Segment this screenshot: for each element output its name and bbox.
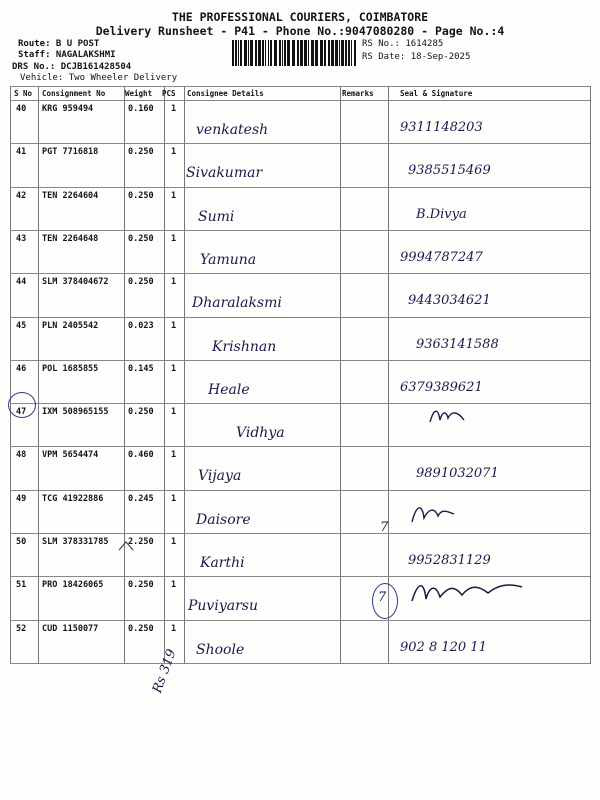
company-name: THE PROFESSIONAL COURIERS, COIMBATORE — [171, 10, 429, 24]
cell-pcs: 1 — [171, 407, 177, 418]
consignee-handwritten-name: Shoole — [196, 641, 245, 658]
cell-cno: TCG 41922886 — [42, 493, 104, 504]
consignee-handwritten-name: Dharalaksmi — [192, 295, 282, 312]
barcode-bar — [279, 40, 281, 66]
row-49-signature-scribble — [408, 500, 458, 528]
barcode-bar — [354, 40, 356, 66]
route-label: Route: B U POST — [18, 39, 100, 49]
table-column-line — [10, 86, 11, 664]
cell-weight: 0.245 — [128, 493, 154, 504]
barcode-bar — [268, 40, 269, 66]
row-47-circle-mark — [8, 392, 36, 418]
cell-pcs: 1 — [171, 580, 177, 591]
barcode-bar — [284, 40, 286, 66]
cell-sno: 48 — [16, 450, 27, 461]
col-header-pcs: PCS — [162, 89, 176, 98]
barcode-bar — [328, 40, 330, 66]
barcode-bar — [240, 40, 242, 66]
table-column-line — [164, 86, 165, 664]
row-51-remark-mark: 7 — [378, 590, 387, 605]
col-header-consignment: Consignment No — [42, 89, 106, 98]
cell-cno: SLM 378331785 — [42, 537, 109, 547]
barcode-bar — [248, 40, 249, 66]
barcode-bar — [292, 40, 295, 66]
table-row-line — [10, 143, 590, 144]
table-row-line — [10, 187, 590, 188]
drs-number: DRS No.: DCJB161428504 — [12, 62, 132, 72]
table-column-line — [124, 86, 125, 664]
cell-weight: 0.160 — [128, 104, 154, 114]
cell-pcs: 1 — [171, 493, 177, 504]
vehicle-label: Vehicle: Two Wheeler Delivery — [20, 73, 178, 83]
table-column-line — [38, 86, 39, 664]
table-row-line — [10, 533, 590, 534]
col-header-sno: S No — [14, 89, 33, 98]
barcode-bar — [232, 40, 234, 66]
margin-rotated-note: Rs 319 — [150, 647, 180, 696]
cell-cno: PRO 18426065 — [42, 580, 104, 591]
cell-sno: 47 — [16, 407, 27, 418]
signature-handwritten: 9443034621 — [408, 293, 491, 309]
cell-weight: 0.023 — [128, 320, 154, 331]
barcode-bar — [324, 40, 326, 66]
signature-handwritten: 9363141588 — [416, 336, 499, 352]
barcode-bar — [341, 40, 344, 66]
barcode-bar — [287, 40, 290, 66]
cell-sno: 45 — [16, 320, 27, 331]
signature-handwritten: 6379389621 — [400, 379, 483, 395]
cell-sno: 46 — [16, 363, 27, 374]
table-row-line — [10, 230, 590, 231]
signature-handwritten: 9311148203 — [400, 120, 483, 135]
cell-cno: POL 1685855 — [42, 363, 99, 374]
cell-weight: 0.250 — [128, 407, 154, 418]
cell-weight: 2.250 — [128, 537, 154, 547]
cell-weight: 0.145 — [128, 363, 154, 374]
cell-pcs: 1 — [171, 450, 177, 461]
barcode-bar — [300, 40, 303, 66]
cell-cno: PLN 2405542 — [42, 320, 99, 331]
table-row-line — [10, 100, 590, 101]
barcode-bar — [297, 40, 299, 66]
cell-cno: PGT 7716818 — [42, 147, 99, 158]
col-header-signature: Seal & Signature — [400, 89, 473, 98]
barcode-bar — [262, 40, 264, 66]
table-row-line — [10, 360, 590, 361]
cell-weight: 0.250 — [128, 233, 154, 244]
cell-pcs: 1 — [171, 233, 177, 244]
consignee-handwritten-name: Vijaya — [198, 468, 242, 485]
table-column-line — [184, 86, 185, 664]
barcode-bar — [339, 40, 340, 66]
cell-cno: IXM 508965155 — [42, 407, 109, 418]
table-row-line — [10, 317, 590, 318]
cell-weight: 0.250 — [128, 277, 154, 288]
barcode-bar — [304, 40, 307, 66]
col-header-weight: Weight — [125, 89, 153, 98]
cell-weight: 0.460 — [128, 450, 154, 461]
consignee-handwritten-name: Puviyarsu — [188, 598, 258, 615]
cell-sno: 51 — [16, 580, 27, 591]
barcode-bar — [351, 40, 352, 66]
row-51-signature-scribble — [408, 575, 528, 611]
rs-date: RS Date: 18-Sep-2025 — [362, 52, 471, 62]
col-header-remarks: Remarks — [342, 89, 374, 98]
consignee-handwritten-name: Yamuna — [200, 251, 257, 268]
signature-handwritten: 9952831129 — [408, 553, 491, 568]
cell-pcs: 1 — [171, 363, 177, 374]
barcode-bar — [265, 40, 266, 66]
table-row-line — [10, 490, 590, 491]
consignee-handwritten-name: Daisore — [196, 511, 251, 528]
barcode-bar — [348, 40, 350, 66]
barcode-bar — [331, 40, 334, 66]
cell-cno: CUD 1150077 — [42, 623, 99, 634]
cell-pcs: 1 — [171, 190, 177, 201]
signature-handwritten: 9385515469 — [408, 163, 491, 179]
cell-cno: TEN 2264648 — [42, 233, 99, 244]
consignee-handwritten-name: Heale — [208, 381, 250, 398]
table-row-line — [10, 86, 590, 87]
barcode-bar — [274, 40, 277, 66]
cell-sno: 42 — [16, 190, 27, 201]
barcode-bar — [258, 40, 261, 66]
table-column-line — [340, 86, 341, 664]
barcode-bar — [311, 40, 314, 66]
consignee-handwritten-name: Sivakumar — [186, 165, 263, 182]
barcode-bar — [315, 40, 318, 66]
barcode-bar — [282, 40, 283, 66]
barcode-bar — [345, 40, 347, 66]
consignee-handwritten-name: Karthi — [200, 555, 245, 571]
cell-cno: TEN 2264604 — [42, 190, 99, 201]
rs-number: RS No.: 1614285 — [362, 39, 444, 49]
cell-sno: 43 — [16, 233, 27, 244]
cell-cno: VPM 5654474 — [42, 450, 99, 461]
table-row-line — [10, 446, 590, 447]
cell-sno: 40 — [16, 104, 27, 114]
row-47-signature-scribble — [428, 404, 468, 426]
cell-cno: SLM 378404672 — [42, 277, 109, 288]
cell-sno: 49 — [16, 493, 27, 504]
barcode-bar — [244, 40, 247, 66]
cell-pcs: 1 — [171, 320, 177, 331]
caret-mark — [118, 540, 134, 552]
signature-handwritten: 902 8 120 11 — [400, 639, 487, 655]
barcode-bar — [308, 40, 309, 66]
cell-weight: 0.250 — [128, 147, 154, 158]
signature-handwritten: 9891032071 — [416, 466, 499, 482]
barcode-bar — [238, 40, 239, 66]
barcode — [232, 40, 358, 66]
consignee-handwritten-name: Sumi — [198, 208, 235, 225]
cell-weight: 0.250 — [128, 580, 154, 591]
cell-pcs: 1 — [171, 147, 177, 158]
table-column-line — [590, 86, 591, 664]
cell-cno: KRG 959494 — [42, 104, 94, 114]
barcode-bar — [235, 40, 237, 66]
consignee-handwritten-name: venkatesh — [196, 122, 269, 138]
barcode-bar — [250, 40, 253, 66]
barcode-bar — [320, 40, 323, 66]
runsheet-title: Delivery Runsheet - P41 - Phone No.:9047080280 - Page No.:4 — [95, 24, 505, 38]
table-column-line — [388, 86, 389, 664]
cell-sno: 44 — [16, 277, 27, 288]
consignee-handwritten-name: Vidhya — [236, 425, 285, 442]
col-header-consignee: Consignee Details — [187, 89, 264, 98]
cell-sno: 41 — [16, 147, 27, 158]
signature-handwritten: B.Divya — [416, 206, 467, 222]
table-row-line — [10, 273, 590, 274]
cell-pcs: 1 — [171, 623, 177, 634]
staff-label: Staff: NAGALAKSHMI — [18, 50, 116, 60]
signature-handwritten: 9994787247 — [400, 249, 483, 265]
cell-sno: 52 — [16, 623, 27, 634]
cell-pcs: 1 — [171, 537, 177, 547]
barcode-bar — [335, 40, 338, 66]
table-row-line — [10, 403, 590, 404]
barcode-bar — [270, 40, 272, 66]
table-row-line — [10, 620, 590, 621]
cell-sno: 50 — [16, 537, 27, 547]
cell-pcs: 1 — [171, 277, 177, 288]
consignee-handwritten-name: Krishnan — [212, 338, 277, 355]
cell-weight: 0.250 — [128, 623, 154, 634]
barcode-bar — [255, 40, 257, 66]
row-50-remark-mark: 7 — [380, 520, 389, 535]
cell-weight: 0.250 — [128, 190, 154, 201]
cell-pcs: 1 — [171, 104, 177, 114]
table-row-line — [10, 663, 590, 664]
